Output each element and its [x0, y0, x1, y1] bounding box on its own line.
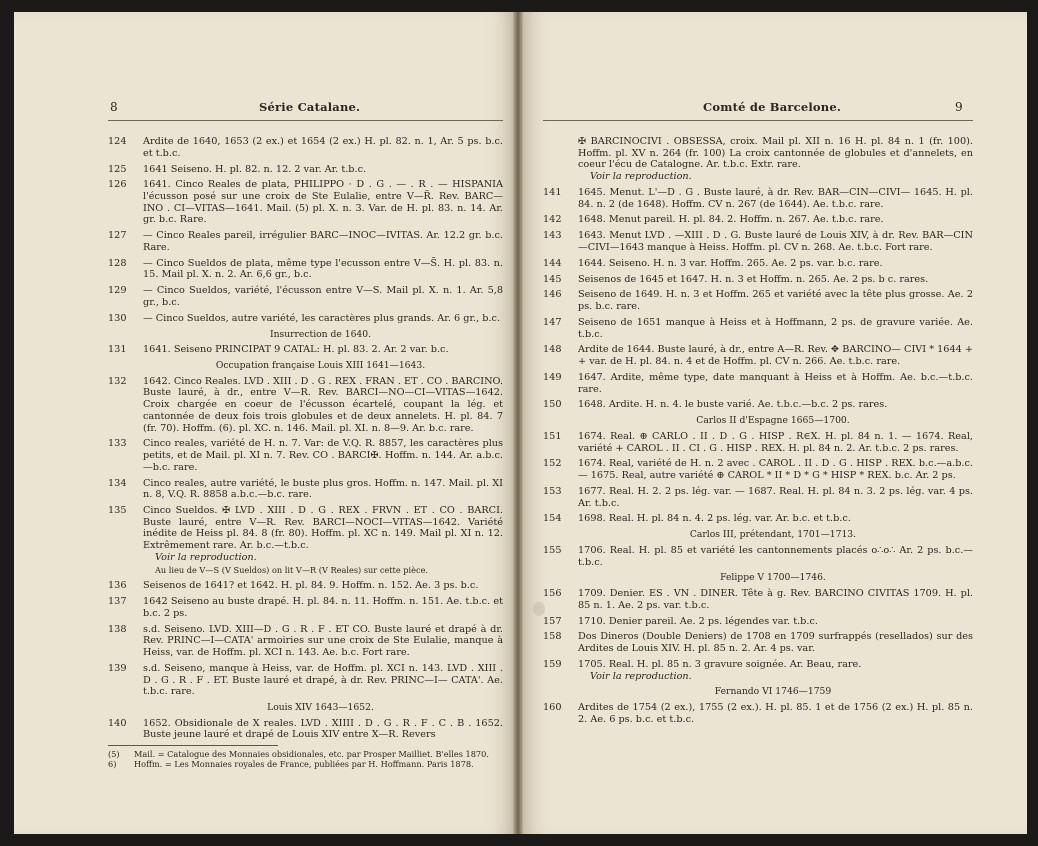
catalog-entry	[543, 230, 973, 253]
header-rule-left	[108, 120, 503, 121]
reproduction-note: Voir la reproduction.	[155, 551, 257, 563]
catalog-entry	[108, 718, 503, 741]
entry-number: 147	[543, 316, 562, 328]
entry-number: 160	[543, 702, 562, 713]
page-number-right: 9	[955, 100, 963, 114]
catalog-entry	[108, 285, 503, 308]
entry-number: 133	[108, 438, 127, 450]
running-title-left: Série Catalane.	[259, 100, 361, 114]
catalog-entry	[108, 164, 503, 176]
entry-note: Au lieu de V—S (V Sueldos) on lit V—R (V Reales) sur cette pièce.	[155, 564, 429, 575]
entry-number: 148	[543, 344, 562, 356]
book-gutter	[513, 12, 523, 834]
entry-number: 134	[108, 477, 127, 489]
header-rule-right	[543, 120, 973, 121]
entry-number: 132	[108, 375, 127, 387]
entry-number: 140	[108, 717, 127, 729]
catalog-entry	[108, 438, 503, 473]
entry-number: 142	[543, 214, 562, 226]
entry-text: — Cinco Sueldos de plata, même type l'ecusson entre V—S̃. H. pl. 83. n. 15. Mail pl. X. n. 2. Ar. 6,6 gr., b.c.	[143, 257, 503, 281]
catalog-entry	[543, 258, 973, 270]
section-heading: Carlos III, prétendant, 1701—1713.	[689, 529, 857, 541]
entry-text: Ardite de 1640, 1653 (2 ex.) et 1654 (2 ex.) H. pl. 82. n. 1, Ar. 5 ps. b.c. et t.b.c.	[143, 136, 503, 159]
entry-number: 131	[108, 344, 127, 356]
catalog-entry	[108, 258, 503, 281]
catalog-entry	[543, 513, 973, 525]
catalog-entry	[108, 478, 503, 501]
footnote: (5) Mail. = Catalogue des Monnaies obsidionales, etc. par Prosper Mailliet. B'elles 1870.	[108, 749, 489, 760]
catalog-entry	[543, 588, 973, 611]
entry-number: 125	[108, 163, 127, 175]
entry-text: 1710. Denier pareil. Ae. 2 ps. légendes var. t.b.c.	[578, 615, 818, 627]
entry-text: 1709. Denier. ES . VN . DINER. Tête à g. Rev. BARCINO CIVITAS 1709. H. pl. 85 n. 1. Ae. 2 ps. var. t.b.c.	[578, 588, 973, 611]
continued-entry: ✠ BARCINOCIVI . OBSESSA, croix. Mail pl. XII n. 16 H. pl. 84 n. 1 (fr. 100). Hoffm. pl. XV n. 264 (fr. 100) La croix cantonnée de globules et d'annelets, en coeur l'écu de Catalogne. Ar. t.b.c. Extr. rare. Voir la reproduction.	[578, 136, 973, 183]
entry-text: Seiseno de 1649. H. n. 3 et Hoffm. 265 et variété avec la tête plus grosse. Ae. 2 ps. b.c. rare.	[578, 289, 973, 312]
section-heading: Insurrection de 1640.	[269, 328, 372, 340]
catalog-entry	[108, 596, 503, 619]
running-title-right: Comté de Barcelone.	[703, 100, 842, 114]
catalog-entry	[543, 274, 973, 286]
catalog-entry	[108, 580, 503, 592]
entry-text: — Cinco Sueldos, autre variété, les caractères plus grands. Ar. 6 gr., b.c.	[143, 312, 501, 324]
entry-text: 1644. Seiseno. H. n. 3 var. Hoffm. 265. Ae. 2 ps. var. b.c. rare.	[578, 257, 883, 269]
page-number-left: 8	[110, 100, 118, 114]
entry-text: s.d. Seiseno. LVD. XIII—D . G . R . F . ET CO. Buste lauré et drapé à dr. Rev. PRINC—I—CATA' armoiries sur une croix de Ste Eulalie, manque à Heiss, var. de Hoffm. pl. XCI n. 143. Ae. b.c. Fort rare.	[143, 623, 503, 659]
catalog-entry	[543, 458, 973, 481]
entry-number: 143	[543, 230, 562, 242]
entry-number: 141	[543, 186, 562, 198]
entry-text: Cinco reales, variété de H. n. 7. Var: de V.Q. R. 8857, les caractères plus petits, et de Mail. pl. XI n. 7. Rev. CO . BARCI✠. Hoffm. n. 144. Ar. a.b.c.—b.c. rare.	[143, 438, 503, 473]
catalog-entry	[543, 344, 973, 367]
entry-number: 146	[543, 289, 562, 301]
entry-number: 128	[108, 257, 127, 269]
entry-number: 145	[543, 273, 562, 285]
footnote-rule	[108, 745, 278, 746]
entry-number: 139	[108, 662, 127, 674]
entry-text: 1698. Real. H. pl. 84 n. 4. 2 ps. lég. var. Ar. b.c. et t.b.c.	[578, 513, 851, 525]
entry-number: 149	[543, 371, 562, 383]
entry-text: Seisenos de 1645 et 1647. H. n. 3 et Hoffm. n. 265. Ae. 2 ps. b c. rares.	[578, 273, 929, 285]
entry-text: 1705. Real. H. pl. 85 n. 3 gravure soignée. Ar. Beau, rare.	[578, 658, 862, 670]
catalog-entry	[108, 136, 503, 159]
catalog-entry	[108, 230, 503, 253]
entry-text: 1643. Menut LVD . —XIII . D . G. Buste lauré de Louis XIV, à dr. Rev. BAR—CIN—CIVI—1643 manque à Heiss. Hoffm. pl. CV n. 268. Ae. t.b.c. Fort rare.	[578, 230, 973, 253]
catalog-entry	[108, 344, 503, 356]
entry-number: 154	[543, 513, 562, 525]
entry-text: 1677. Real. H. 2. 2 ps. lég. var. — 1687. Real. H. pl. 84 n. 3. 2 ps. lég. var. 4 ps. Ar. t.b.c.	[578, 485, 973, 509]
entry-text: 1648. Menut pareil. H. pl. 84. 2. Hoffm. n. 267. Ae. t.b.c. rare.	[578, 214, 884, 226]
entry-text: 1652. Obsidionale de X reales. LVD . XIIII . D . G . R . F . C . B . 1652. Buste jeune lauré et drapé de Louis XIV entre X—R. Revers	[143, 717, 503, 741]
catalog-entry	[108, 179, 503, 226]
catalog-entry	[108, 663, 503, 698]
entry-number: 136	[108, 580, 127, 592]
entry-text: 1647. Ardite, même type, date manquant à Heiss et à Hoffm. Ae. b.c.—t.b.c. rare.	[578, 371, 973, 395]
entry-text: 1706. Real. H. pl. 85 et variété les cantonnements placés o∴o∴ Ar. 2 ps. b.c.—t.b.c.	[578, 544, 973, 568]
section-heading: Occupation française Louis XIII 1641—1643.	[215, 360, 426, 371]
entry-text: 1645. Menut. L'—D . G . Buste lauré, à dr. Rev. BAR—CIN—CIVI— 1645. H. pl. 84. n. 2 (de 1648). Hoffm. CV n. 267 (de 1644). Ae. t.b.c. rare.	[578, 186, 973, 210]
entry-text: 1641. Seiseno PRINCIPAT 9 CATAL: H. pl. 83. 2. Ar. 2 var. b.c.	[143, 344, 449, 356]
catalog-entry	[543, 317, 973, 340]
entry-text: 1674. Real. ⊕ CARLO . II . D . G . HISP . R∈X. H. pl. 84 n. 1. — 1674. Real, variété + CAROL . II . CI . G . HISP . REX. H. pl. 84 n. 2. Ar. t.b.c. 2 ps. rares.	[578, 430, 973, 454]
entry-text: 1642 Seiseno au buste drapé. H. pl. 84. n. 11. Hoffm. n. 151. Ae. t.b.c. et b.c. 2 ps.	[143, 596, 503, 619]
entry-number: 155	[543, 544, 562, 556]
entry-text: 1641. Cinco Reales de plata, PHILIPPO · D . G . — . R . — HISPANIA l'écusson posé sur une croix de Ste Eulalie, entre V—R̃. Rev. BARC— INO . CI—VITAS—1641. Mail. (5) pl. X. n. 3. Var. de H. pl. 83. n. 14. Ar. gr. b.c. Rare.	[143, 179, 503, 226]
catalog-entry	[543, 659, 973, 682]
catalog-entry	[108, 624, 503, 659]
entry-text: Seisenos de 1641? et 1642. H. pl. 84. 9. Hoffm. n. 152. Ae. 3 ps. b.c.	[143, 580, 479, 592]
catalog-entry	[108, 313, 503, 325]
left-column	[108, 136, 503, 769]
catalog-entry	[108, 376, 503, 435]
entry-text: Ardites de 1754 (2 ex.), 1755 (2 ex.). H. pl. 85. 1 et de 1756 (2 ex.) H. pl. 85 n. 2. Ae. 6 ps. b.c. et t.b.c.	[578, 702, 973, 725]
catalog-entry	[543, 631, 973, 654]
catalog-entry	[543, 616, 973, 628]
section-heading: Fernando VI 1746—1759	[714, 686, 832, 698]
catalog-entry	[543, 399, 973, 411]
entry-number: 153	[543, 485, 562, 497]
section-heading: Carlos II d'Espagne 1665—1700.	[696, 415, 850, 427]
entry-number: 158	[543, 631, 562, 643]
section-heading: Felippe V 1700—1746.	[720, 572, 826, 584]
entry-number: 135	[108, 505, 127, 517]
entry-number: 130	[108, 312, 127, 324]
catalog-entry	[543, 545, 973, 568]
catalog-entry	[543, 372, 973, 395]
entry-number: 159	[543, 658, 562, 670]
entry-text: Cinco reales, autre variété, le buste plus gros. Hoffm. n. 147. Mail. pl. XI n. 8, V.Q. R. 8858 a.b.c.—b.c. rare.	[143, 477, 503, 501]
catalog-entry	[108, 505, 503, 576]
entry-text: Dos Dineros (Double Deniers) de 1708 en 1709 surfrappés (resellados) sur des Ardites de Louis XIV. H. pl. 85 n. 2. Ar. 4 ps. var.	[578, 631, 973, 654]
reproduction-note: Voir la reproduction.	[590, 670, 692, 682]
entry-number: 138	[108, 623, 127, 635]
entry-text: — Cinco Reales pareil, irrégulier BARC—INOC—IVITAS. Ar. 12.2 gr. b.c. Rare.	[143, 230, 503, 253]
entry-text: Seiseno de 1651 manque à Heiss et à Hoffmann, 2 ps. de gravure variée. Ae. t.b.c.	[578, 316, 973, 340]
entry-number: 150	[543, 399, 562, 411]
catalog-entry	[543, 431, 973, 454]
entry-number: 124	[108, 136, 127, 147]
section-heading: Louis XIV 1643—1652.	[267, 702, 374, 714]
entry-text: s.d. Seiseno, manque à Heiss, var. de Hoffm. pl. XCI n. 143. LVD . XIII . D . G . R . F . ET. Buste lauré et drapé, à dr. Rev. PRINC—I— CATA'. Ae. t.b.c. rare.	[143, 662, 503, 698]
entry-text: 1642. Cinco Reales. LVD . XIII . D . G . REX . FRAN . ET . CO . BARCINO. Buste lauré, à dr., entre V—R. Rev. BARCI—NO—CI—VITAS—1642. Croix chargée en coeur de l'écusson écartelé, coupant la lég. et cantonnée de deux fois trois globules et de deux annelets. H. pl. 84. 7 (fr. 70). Hoffm. (6). pl. XC. n. 146. Mail. pl. XI. n. 8—9. Ar. b.c. rare.	[143, 375, 503, 434]
right-column	[543, 136, 973, 730]
catalog-entry	[543, 289, 973, 312]
entry-number: 144	[543, 257, 562, 269]
catalog-entry	[543, 214, 973, 226]
entry-text: 1648. Ardite. H. n. 4. le buste varié. Ae. t.b.c.—b.c. 2 ps. rares.	[578, 399, 888, 411]
paper-stain	[533, 602, 545, 616]
entry-number: 157	[543, 615, 562, 627]
entry-number: 126	[108, 179, 127, 191]
entry-text: 1641 Seiseno. H. pl. 82. n. 12. 2 var. Ar. t.b.c.	[143, 163, 367, 175]
entry-text: — Cinco Sueldos, variété, l'écusson entre V—S. Mail pl. X. n. 1. Ar. 5,8 gr., b.c.	[143, 285, 503, 308]
entry-number: 127	[108, 230, 127, 242]
catalog-entry	[543, 702, 973, 725]
catalog-entry	[543, 187, 973, 210]
entry-text: Cinco Sueldos. ✠ LVD . XIII . D . G . REX . FRVN . ET . CO . BARCI. Buste lauré, entre V—R. Rev. BARCI—NOCI—VITAS—1642. Variété inédite de Heiss pl. 84. 8 (fr. 80). Hoffm. pl. XC n. 149. Mail pl. XI n. 12. Extrêmement rare. Ar. b.c.—t.b.c.	[143, 505, 503, 552]
entry-text: 1674. Real, variété de H. n. 2 avec . CAROL . II . D . G . HISP . REX. b.c.—a.b.c. — 1675. Real, autre variété ⊕ CAROL * II * D * G * HISP * REX. b.c. Ar. 2 ps.	[578, 458, 973, 481]
footnote: 6) Hoffm. = Les Monnaies royales de France, publiées par H. Hoffmann. Paris 1878.	[108, 759, 474, 770]
entry-number: 156	[543, 588, 562, 599]
entry-text: Ardite de 1644. Buste lauré, à dr., entre A—R. Rev. ✥ BARCINO— CIVI * 1644 + + var. de H. pl. 84. n. 4 et de Hoffm. pl. CV n. 266. Ae. t.b.c. rare.	[578, 344, 973, 367]
reproduction-note: Voir la reproduction.	[590, 171, 692, 183]
right-page	[523, 12, 1027, 834]
left-page	[14, 12, 513, 834]
entry-number: 152	[543, 458, 562, 470]
entry-number: 151	[543, 430, 562, 442]
entry-number: 129	[108, 285, 127, 297]
entry-number: 137	[108, 596, 127, 608]
catalog-entry	[543, 486, 973, 509]
